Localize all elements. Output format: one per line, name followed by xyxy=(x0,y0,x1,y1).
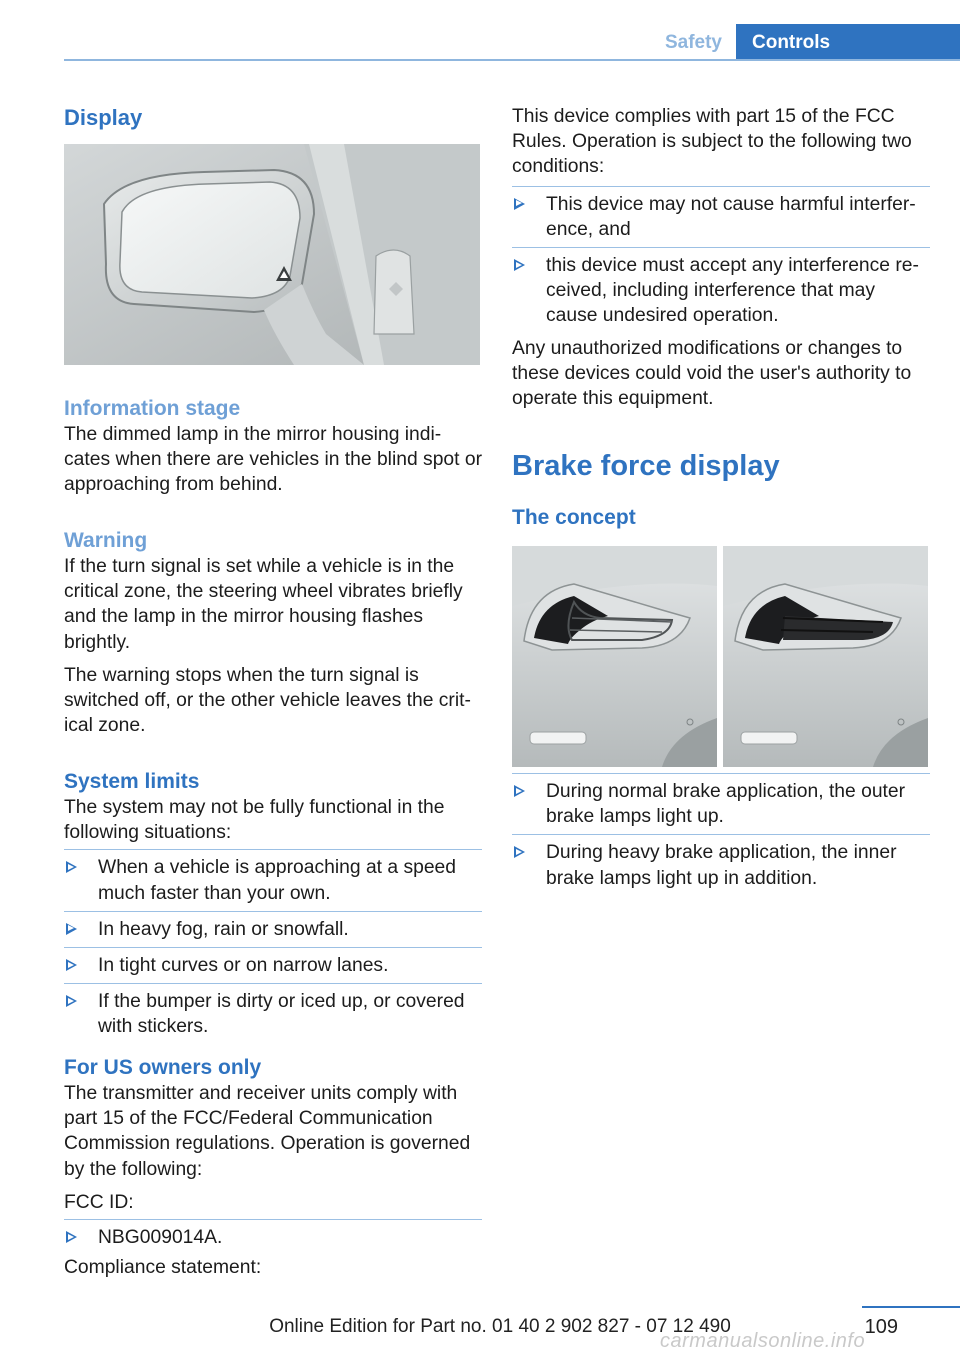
info-stage-section xyxy=(64,396,482,498)
fcc-id-list xyxy=(64,1219,482,1255)
bullet-triangle-icon xyxy=(66,1231,77,1243)
info-stage-text: The dimmed lamp in the mirror housing indi-cates when there are vehicles in the blind spot or approaching from behind. xyxy=(64,424,483,496)
brake-force-heading: Brake force display xyxy=(512,450,780,482)
list-item-text: When a vehicle is approaching at a speed much faster than your own. xyxy=(98,857,457,904)
warning-text-1: If the turn signal is set while a vehicle is in the critical zone, the steering wheel vibrates briefly and the lamp in the mirror housing flashes brightly. xyxy=(64,556,463,653)
display-heading: Display xyxy=(64,105,143,130)
bullet-triangle-icon xyxy=(66,861,77,873)
system-limits-intro: The system may not be fully functional in the following situations: xyxy=(64,797,445,844)
list-item-text: this device must accept any interference re-ceived, including interference that may cause undesired operation. xyxy=(546,255,919,327)
list-item xyxy=(512,187,930,247)
list-item-text: In heavy fog, rain or snowfall. xyxy=(98,918,349,940)
list-item-text: This device may not cause harmful interfer-ence, and xyxy=(546,193,916,240)
us-owners-section xyxy=(64,1054,482,1280)
fcc-statement-section xyxy=(512,104,930,411)
list-item xyxy=(64,912,482,947)
mirror-figure xyxy=(64,144,480,365)
modifications-text: Any unauthorized modifications or changes to these devices could void the user's authority to operate this equipment. xyxy=(512,337,912,410)
bullet-triangle-icon xyxy=(514,785,525,797)
bullet-triangle-icon xyxy=(66,923,77,935)
section-tab-controls[interactable]: Controls xyxy=(736,24,960,61)
list-item-text: If the bumper is dirty or iced up, or covered with stickers. xyxy=(98,991,465,1038)
list-item-text: During normal brake application, the outer brake lamps light up. xyxy=(546,781,906,828)
list-item-text: In tight curves or on narrow lanes. xyxy=(98,955,389,977)
warning-section xyxy=(64,528,482,738)
us-owners-text: The transmitter and receiver units comply with part 15 of the FCC/Federal Communication Commission regulations. Operation is governed by the following: xyxy=(64,1083,471,1180)
bullet-triangle-icon xyxy=(514,198,525,210)
list-item-text: NBG009014A. xyxy=(98,1227,223,1249)
edition-line: Online Edition for Part no. 01 40 2 902 827 - 07 12 490 xyxy=(269,1316,731,1337)
list-item xyxy=(512,774,930,834)
page-number: 109 xyxy=(864,1316,898,1338)
bullet-triangle-icon xyxy=(514,259,525,271)
bullet-triangle-icon xyxy=(66,959,77,971)
system-limits-section xyxy=(64,768,482,1045)
footer-rule xyxy=(862,1306,960,1308)
list-item xyxy=(64,1220,482,1255)
us-owners-heading: For US owners only xyxy=(64,1056,262,1079)
brake-list xyxy=(512,773,930,896)
compliance-label: Compliance statement: xyxy=(64,1257,262,1279)
watermark: carmanualsonline.info xyxy=(660,1330,866,1352)
brake-force-section xyxy=(512,448,930,531)
list-item xyxy=(512,248,930,334)
fcc-id-label: FCC ID: xyxy=(64,1191,134,1213)
list-item xyxy=(64,850,482,910)
brake-lamp-image-normal xyxy=(512,546,717,767)
brake-lamp-figure xyxy=(512,546,928,767)
header-rule xyxy=(64,59,960,61)
warning-text-2: The warning stops when the turn signal is switched off, or the other vehicle leaves the crit-ical zone. xyxy=(64,664,471,737)
info-stage-heading: Information stage xyxy=(64,397,241,420)
section-tab-safety[interactable]: Safety xyxy=(664,32,722,53)
system-limits-heading: System limits xyxy=(64,770,200,793)
list-item xyxy=(64,948,482,983)
left-column xyxy=(64,104,482,132)
fcc-statement-text: This device complies with part 15 of the FCC Rules. Operation is subject to the following two conditions: xyxy=(512,106,912,178)
bullet-triangle-icon xyxy=(66,995,77,1007)
list-item xyxy=(64,984,482,1044)
fcc-conditions-list xyxy=(512,186,930,334)
warning-heading: Warning xyxy=(64,529,148,552)
concept-heading: The concept xyxy=(512,506,636,529)
list-item xyxy=(512,835,930,895)
brake-lamp-image-heavy xyxy=(723,546,928,767)
list-item-text: During heavy brake application, the inner brake lamps light up in addition. xyxy=(546,842,897,889)
bullet-triangle-icon xyxy=(514,846,525,858)
system-limits-list xyxy=(64,849,482,1044)
